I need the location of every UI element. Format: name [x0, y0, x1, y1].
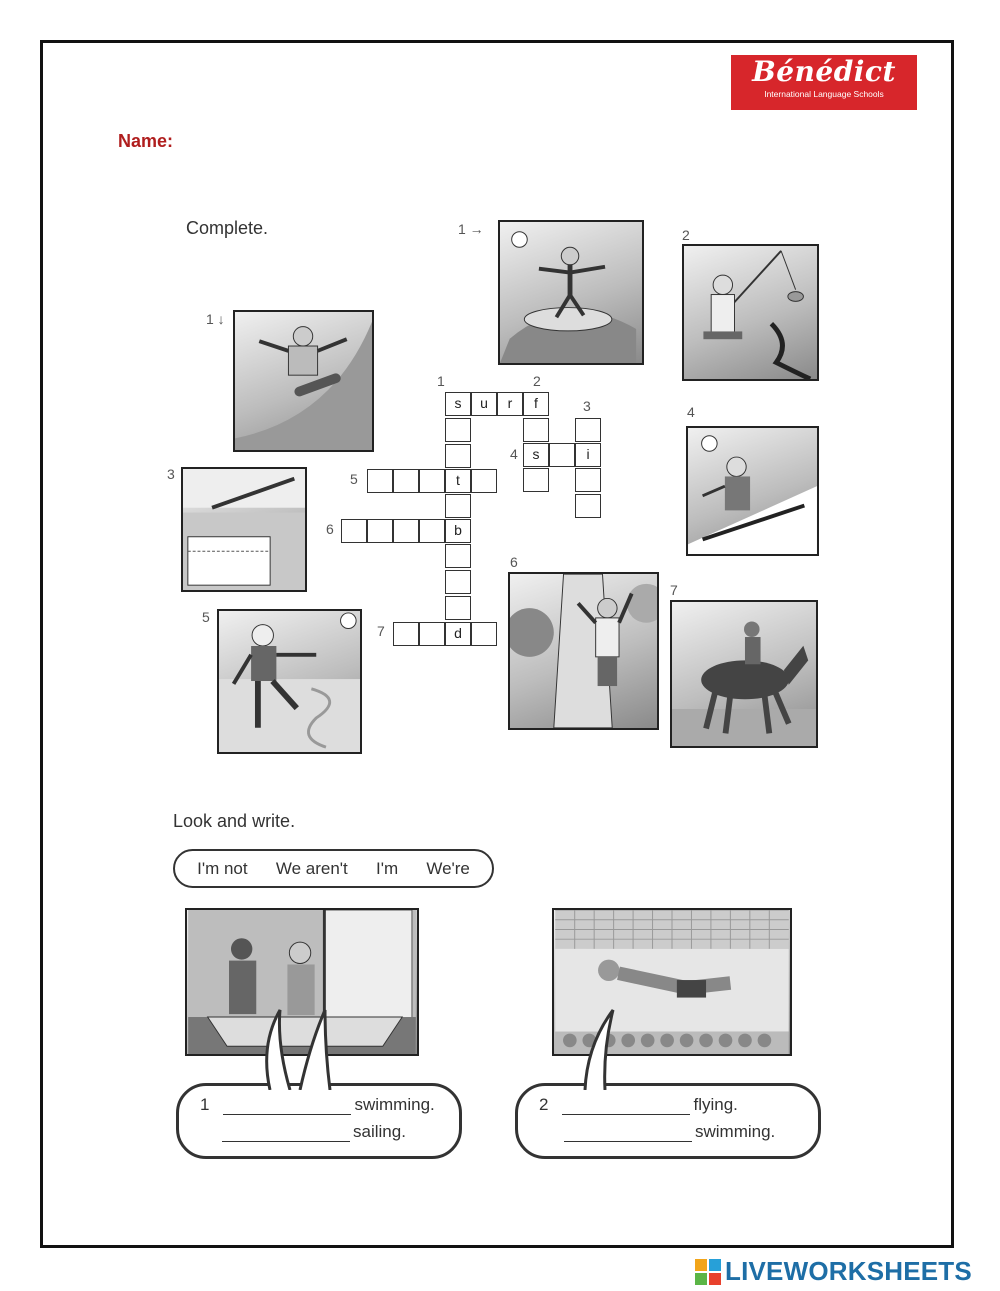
skiing-icon: [688, 428, 817, 554]
crossword-cell[interactable]: [445, 570, 471, 594]
crossword-cell[interactable]: [549, 443, 575, 467]
crossword-cell[interactable]: [419, 519, 445, 543]
grid-number-3: 3: [583, 398, 591, 414]
crossword-cell[interactable]: [471, 469, 497, 493]
answer-blank[interactable]: [223, 1096, 351, 1115]
crossword-cell[interactable]: d: [445, 622, 471, 646]
surfing-icon: [500, 222, 642, 363]
grid-number-2: 2: [533, 373, 541, 389]
bubble2-number: 2: [539, 1095, 549, 1114]
word-bank-item: I'm not: [197, 858, 248, 878]
bubble1-line1: [200, 1095, 435, 1115]
look-and-write-heading: Look and write.: [173, 811, 296, 831]
crossword-cell[interactable]: [341, 519, 367, 543]
bubble2-word1: flying.: [693, 1095, 738, 1114]
crossword-cell[interactable]: t: [445, 469, 471, 493]
picture-number-1-across: 1 →: [458, 221, 484, 237]
bubble2-line2: [564, 1122, 775, 1142]
skateboarding-icon: [235, 312, 372, 450]
answer-blank[interactable]: [562, 1096, 690, 1115]
fishing-picture: [682, 244, 819, 381]
word-bank: [173, 849, 494, 888]
blocks-icon: [695, 1259, 721, 1285]
picture-number-7: 7: [670, 582, 678, 598]
crossword-cell[interactable]: r: [497, 392, 523, 416]
crossword-cell[interactable]: s: [523, 443, 549, 467]
rollerblading-icon: [219, 611, 360, 752]
crossword-cell[interactable]: [393, 622, 419, 646]
crossword-cell[interactable]: [367, 469, 393, 493]
bubble2-word2: swimming.: [695, 1122, 776, 1141]
crossword-cell[interactable]: [393, 519, 419, 543]
crossword-cell[interactable]: [445, 444, 471, 468]
bubble1-number: 1: [200, 1095, 210, 1114]
climbing-icon: [510, 574, 657, 728]
answer-blank[interactable]: [222, 1123, 350, 1142]
crossword-cell[interactable]: [575, 418, 601, 442]
crossword-cell[interactable]: [419, 622, 445, 646]
bubble-tail-1: [255, 1005, 345, 1090]
crossword-cell[interactable]: [445, 418, 471, 442]
crossword-cell[interactable]: [471, 622, 497, 646]
liveworksheets-text: LIVEWORKSHEETS: [725, 1256, 972, 1286]
picture-number-2: 2: [682, 227, 690, 243]
fishing-icon: [684, 246, 817, 379]
crossword-cell[interactable]: [445, 596, 471, 620]
crossword-cell[interactable]: [575, 468, 601, 492]
bubble1-word2: sailing.: [353, 1122, 406, 1141]
grid-number-5: 5: [350, 471, 358, 487]
skiing-picture: [686, 426, 819, 556]
word-bank-item: We're: [426, 858, 470, 878]
horse-riding-icon: [672, 602, 816, 746]
crossword-cell[interactable]: [523, 418, 549, 442]
bubble1-line2: [222, 1122, 406, 1142]
crossword-cell[interactable]: b: [445, 519, 471, 543]
crossword-heading: Complete.: [186, 218, 269, 238]
crossword-cell[interactable]: [445, 494, 471, 518]
crossword-cell[interactable]: [393, 469, 419, 493]
horse-riding-picture: [670, 600, 818, 748]
climbing-picture: [508, 572, 659, 730]
name-label: Name:: [118, 131, 174, 151]
crossword-cell[interactable]: [367, 519, 393, 543]
grid-number-1: 1: [437, 373, 445, 389]
crossword-cell[interactable]: i: [575, 443, 601, 467]
grid-number-6: 6: [326, 521, 334, 537]
crossword-cell[interactable]: s: [445, 392, 471, 416]
crossword-cell[interactable]: [419, 469, 445, 493]
skateboarding-picture: [233, 310, 374, 452]
picture-number-1-down: 1 ↓: [206, 311, 225, 327]
word-bank-item: I'm: [375, 858, 399, 878]
crossword-cell[interactable]: [523, 468, 549, 492]
rollerblading-picture: [217, 609, 362, 754]
word-bank-item: We aren't: [275, 858, 348, 878]
crossword-cell[interactable]: [575, 494, 601, 518]
bubble1-word1: swimming.: [354, 1095, 435, 1114]
crossword-cell[interactable]: u: [471, 392, 497, 416]
surfing-picture: [498, 220, 644, 365]
crossword-cell[interactable]: f: [523, 392, 549, 416]
bubble-tail-2: [575, 1005, 625, 1090]
picture-number-4: 4: [687, 404, 695, 420]
diving-picture: [181, 467, 307, 592]
benedict-logo: Bénédict International Language Schools: [731, 55, 917, 110]
picture-number-6: 6: [510, 554, 518, 570]
answer-blank[interactable]: [564, 1123, 692, 1142]
diving-icon: [183, 469, 305, 590]
bubble2-line1: [539, 1095, 738, 1115]
picture-number-5: 5: [202, 609, 210, 625]
grid-number-7: 7: [377, 623, 385, 639]
liveworksheets-logo: [695, 1256, 972, 1287]
grid-number-4: 4: [510, 446, 518, 462]
picture-number-3: 3: [167, 466, 175, 482]
crossword-cell[interactable]: [445, 544, 471, 568]
